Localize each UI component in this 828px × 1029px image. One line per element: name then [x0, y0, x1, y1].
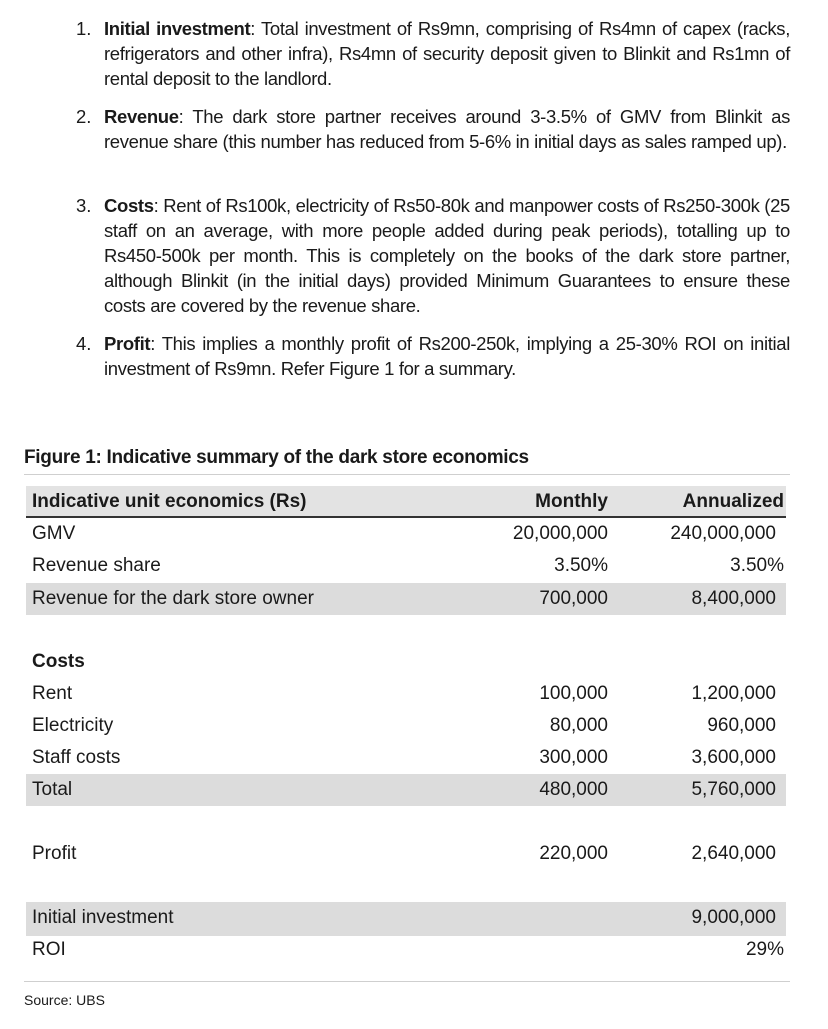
- row-revenue-share-annualized: 3.50%: [730, 555, 784, 576]
- row-rent-annualized: 1,200,000: [691, 683, 776, 704]
- row-electricity-label: Electricity: [32, 715, 114, 736]
- row-profit-annualized: 2,640,000: [691, 843, 776, 864]
- row-staff-label: Staff costs: [32, 747, 121, 768]
- row-roi-label: ROI: [32, 939, 66, 960]
- list-text: [104, 104, 790, 154]
- list-body: : This implies a monthly profit of Rs200-250k, implying a 25-30% ROI on initial investment of Rs9mn. Refer Figure 1 for a summary.: [104, 333, 790, 379]
- row-initial-investment-label: Initial investment: [32, 907, 174, 928]
- row-revenue-owner-label: Revenue for the dark store owner: [32, 588, 314, 609]
- row-initial-investment-annualized: 9,000,000: [691, 907, 776, 928]
- list-number: 2.: [76, 106, 92, 127]
- row-revenue-share-monthly: 3.50%: [554, 555, 608, 576]
- list-title: Costs: [104, 195, 154, 216]
- list-text: [104, 331, 790, 381]
- row-total-monthly: 480,000: [539, 779, 608, 800]
- list-title: Revenue: [104, 106, 179, 127]
- row-total-annualized: 5,760,000: [691, 779, 776, 800]
- header-monthly: Monthly: [535, 491, 608, 512]
- list-body: : The dark store partner receives around 3-3.5% of GMV from Blinkit as revenue share (this number has reduced from 5-6% in initial days as sales ramped up).: [104, 106, 790, 152]
- row-electricity-annualized: 960,000: [707, 715, 776, 736]
- list-body: : Rent of Rs100k, electricity of Rs50-80k and manpower costs of Rs250-300k (25 staff on an average, with more people added during peak periods), totalling up to Rs450-500k per month. This is completely on the books of the dark store partner, although Blinkit (in the initial days) provided Minimum Guarantees to ensure these costs are covered by the revenue share.: [104, 195, 790, 316]
- row-profit-monthly: 220,000: [539, 843, 608, 864]
- row-revenue-owner-monthly: 700,000: [539, 588, 608, 609]
- list-text: [104, 193, 790, 318]
- row-profit-label: Profit: [32, 843, 77, 864]
- row-staff-annualized: 3,600,000: [691, 747, 776, 768]
- list-body: : Total investment of Rs9mn, comprising of Rs4mn of capex (racks, refrigerators and other infra), Rs4mn of security deposit given to Blinkit and Rs1mn of rental deposit to the landlord.: [104, 18, 790, 89]
- row-revenue-owner-annualized: 8,400,000: [691, 588, 776, 609]
- row-rent-monthly: 100,000: [539, 683, 608, 704]
- figure-bottom-rule: [24, 981, 790, 982]
- row-total-label: Total: [32, 779, 73, 800]
- costs-heading: Costs: [32, 651, 85, 672]
- list-title: Initial investment: [104, 18, 251, 39]
- row-gmv-monthly: 20,000,000: [512, 523, 608, 544]
- row-staff-monthly: 300,000: [539, 747, 608, 768]
- list-number: 1.: [76, 18, 92, 39]
- figure-title: Figure 1: Indicative summary of the dark store economics: [24, 447, 529, 468]
- list-title: Profit: [104, 333, 151, 354]
- header-label: Indicative unit economics (Rs): [32, 491, 307, 512]
- row-gmv-label: GMV: [32, 523, 76, 544]
- list-number: 3.: [76, 195, 92, 216]
- row-roi-annualized: 29%: [745, 939, 784, 960]
- list-text: [104, 16, 790, 91]
- header-annualized: Annualized: [682, 491, 784, 512]
- list-number: 4.: [76, 333, 92, 354]
- row-gmv-annualized: 240,000,000: [670, 523, 776, 544]
- figure-top-rule: [24, 474, 790, 475]
- row-electricity-monthly: 80,000: [549, 715, 608, 736]
- cropped-heading-remnant: [100, 0, 260, 6]
- row-revenue-share-label: Revenue share: [32, 555, 161, 576]
- row-band: [26, 774, 786, 806]
- row-rent-label: Rent: [32, 683, 73, 704]
- figure-source: Source: UBS: [24, 992, 105, 1008]
